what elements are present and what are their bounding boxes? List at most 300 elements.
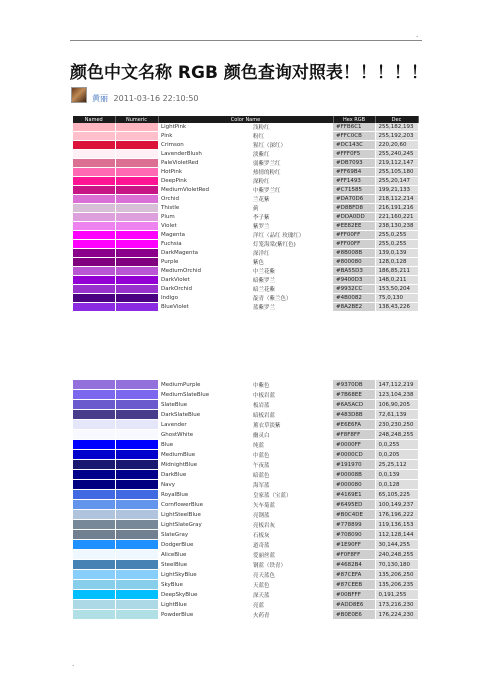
color-swatch-named	[73, 303, 115, 312]
color-hex-value: #FFB6C1	[333, 123, 375, 132]
color-english-name: MediumBlue	[158, 450, 253, 460]
color-swatch-numeric	[115, 123, 158, 132]
color-dec-value: 238,130,238	[375, 222, 418, 231]
color-swatch-numeric	[115, 420, 158, 430]
color-dec-value: 65,105,225	[375, 490, 418, 500]
color-english-name: MidnightBlue	[158, 460, 253, 470]
color-hex-value: #4682B4	[333, 560, 375, 570]
color-swatch-numeric	[115, 141, 158, 150]
color-dec-value: 0,191,255	[375, 590, 418, 600]
color-english-name: Thistle	[158, 204, 253, 213]
table-row	[73, 500, 418, 510]
color-chinese-name: 深天蓝	[253, 590, 333, 600]
color-swatch-named	[73, 540, 115, 550]
color-chinese-name: 暗蓝色	[253, 470, 333, 480]
color-hex-value: #DDA0DD	[333, 213, 375, 222]
color-swatch-named	[73, 410, 115, 420]
table-row	[73, 249, 418, 258]
color-english-name: Violet	[158, 222, 253, 231]
color-english-name: Fuchsia	[158, 240, 253, 249]
color-chinese-name: 海军蓝	[253, 480, 333, 490]
color-swatch-named	[73, 222, 115, 231]
color-swatch-named	[73, 195, 115, 204]
color-dec-value: 216,191,216	[375, 204, 418, 213]
table-row	[73, 267, 418, 276]
color-hex-value: #7B68EE	[333, 390, 375, 400]
color-chinese-name: 暗板岩蓝	[253, 410, 333, 420]
color-swatch-named	[73, 470, 115, 480]
color-hex-value: #9370DB	[333, 380, 375, 390]
color-chinese-name: 中紫色	[253, 380, 333, 390]
color-swatch-numeric	[115, 303, 158, 312]
color-hex-value: #708090	[333, 530, 375, 540]
color-swatch-named	[73, 276, 115, 285]
color-chinese-name: 皇家蓝（宝蓝）	[253, 490, 333, 500]
author-line	[92, 93, 199, 104]
color-english-name: DarkViolet	[158, 276, 253, 285]
color-dec-value: 106,90,205	[375, 400, 418, 410]
color-english-name: Plum	[158, 213, 253, 222]
color-chinese-name: 浅粉红	[253, 123, 333, 132]
color-swatch-numeric	[115, 450, 158, 460]
color-swatch-named	[73, 258, 115, 267]
table-row	[73, 380, 418, 390]
color-swatch-numeric	[115, 590, 158, 600]
color-chinese-name: 亮板岩灰	[253, 520, 333, 530]
page-mark-bottom: .	[72, 660, 75, 668]
color-english-name: Purple	[158, 258, 253, 267]
table-row	[73, 570, 418, 580]
color-english-name: Magenta	[158, 231, 253, 240]
table-row	[73, 276, 418, 285]
color-hex-value: #FFF0F5	[333, 150, 375, 159]
color-hex-value: #87CEFA	[333, 570, 375, 580]
color-dec-value: 112,128,144	[375, 530, 418, 540]
color-swatch-named	[73, 390, 115, 400]
color-chinese-name: 中兰花紫	[253, 267, 333, 276]
color-dec-value: 255,0,255	[375, 231, 418, 240]
color-chinese-name: 中紫罗兰红	[253, 186, 333, 195]
color-english-name: DodgerBlue	[158, 540, 253, 550]
color-dec-value: 240,248,255	[375, 550, 418, 560]
color-swatch-named	[73, 285, 115, 294]
color-chinese-name: 午夜蓝	[253, 460, 333, 470]
color-swatch-named	[73, 600, 115, 610]
color-swatch-numeric	[115, 204, 158, 213]
color-dec-value: 147,112,219	[375, 380, 418, 390]
color-hex-value: #DB7093	[333, 159, 375, 168]
color-chinese-name: 洋红（品红 玫瑰红）	[253, 231, 333, 240]
color-swatch-named	[73, 240, 115, 249]
color-swatch-numeric	[115, 470, 158, 480]
author-avatar[interactable]	[71, 87, 87, 103]
color-hex-value: #D8BFD8	[333, 204, 375, 213]
color-swatch-named	[73, 460, 115, 470]
table-row	[73, 610, 418, 620]
table-row	[73, 231, 418, 240]
color-hex-value: #EE82EE	[333, 222, 375, 231]
color-dec-value: 255,20,147	[375, 177, 418, 186]
color-swatch-named	[73, 590, 115, 600]
color-swatch-numeric	[115, 267, 158, 276]
color-chinese-name: 亮钢蓝	[253, 510, 333, 520]
color-swatch-named	[73, 267, 115, 276]
color-swatch-named	[73, 610, 115, 620]
color-dec-value: 0,0,139	[375, 470, 418, 480]
table-row	[73, 420, 418, 430]
color-hex-value: #191970	[333, 460, 375, 470]
color-swatch-named	[73, 186, 115, 195]
table-row	[73, 590, 418, 600]
color-english-name: LightSkyBlue	[158, 570, 253, 580]
color-chinese-name: 猩红（深红）	[253, 141, 333, 150]
color-swatch-numeric	[115, 460, 158, 470]
color-english-name: CornflowerBlue	[158, 500, 253, 510]
color-chinese-name: 紫罗兰	[253, 222, 333, 231]
color-dec-value: 100,149,237	[375, 500, 418, 510]
color-hex-value: #ADD8E6	[333, 600, 375, 610]
color-english-name: SlateBlue	[158, 400, 253, 410]
color-swatch-named	[73, 440, 115, 450]
color-dec-value: 0,0,128	[375, 480, 418, 490]
color-dec-value: 248,248,255	[375, 430, 418, 440]
color-english-name: MediumVioletRed	[158, 186, 253, 195]
color-swatch-numeric	[115, 213, 158, 222]
table-row	[73, 186, 418, 195]
color-swatch-named	[73, 150, 115, 159]
color-english-name: GhostWhite	[158, 430, 253, 440]
color-english-name: Orchid	[158, 195, 253, 204]
color-hex-value: #4B0082	[333, 294, 375, 303]
table-row	[73, 600, 418, 610]
color-chinese-name: 深粉红	[253, 177, 333, 186]
color-english-name: MediumOrchid	[158, 267, 253, 276]
color-english-name: AliceBlue	[158, 550, 253, 560]
color-hex-value: #8B008B	[333, 249, 375, 258]
color-dec-value: 25,25,112	[375, 460, 418, 470]
color-swatch-named	[73, 294, 115, 303]
color-swatch-named	[73, 249, 115, 258]
color-swatch-numeric	[115, 222, 158, 231]
color-dec-value: 30,144,255	[375, 540, 418, 550]
color-english-name: LightSteelBlue	[158, 510, 253, 520]
table-row	[73, 470, 418, 480]
color-swatch-numeric	[115, 132, 158, 141]
color-swatch-named	[73, 580, 115, 590]
table-row	[73, 195, 418, 204]
color-swatch-numeric	[115, 168, 158, 177]
color-english-name: SlateGray	[158, 530, 253, 540]
color-chinese-name: 爱丽丝蓝	[253, 550, 333, 560]
color-english-name: SkyBlue	[158, 580, 253, 590]
color-dec-value: 221,160,221	[375, 213, 418, 222]
color-hex-value: #B0E0E6	[333, 610, 375, 620]
color-english-name: MediumSlateBlue	[158, 390, 253, 400]
header-hex-rgb: Hex RGB	[333, 116, 375, 123]
color-english-name: DarkBlue	[158, 470, 253, 480]
color-chinese-name: 蓝紫罗兰	[253, 303, 333, 312]
color-hex-value: #FF00FF	[333, 240, 375, 249]
color-chinese-name: 板岩蓝	[253, 400, 333, 410]
color-hex-value: #FFC0CB	[333, 132, 375, 141]
color-dec-value: 255,192,203	[375, 132, 418, 141]
color-swatch-numeric	[115, 520, 158, 530]
color-chinese-name: 暗兰花紫	[253, 285, 333, 294]
table-row	[73, 540, 418, 550]
color-dec-value: 153,50,204	[375, 285, 418, 294]
post-date: 2011-03-16 22:10:50	[113, 94, 199, 103]
color-swatch-named	[73, 430, 115, 440]
color-hex-value: #778899	[333, 520, 375, 530]
color-swatch-numeric	[115, 430, 158, 440]
table-row	[73, 530, 418, 540]
color-hex-value: #0000FF	[333, 440, 375, 450]
color-chinese-name: 矢车菊蓝	[253, 500, 333, 510]
color-hex-value: #8A2BE2	[333, 303, 375, 312]
table-row	[73, 294, 418, 303]
color-chinese-name: 亮蓝	[253, 600, 333, 610]
color-swatch-named	[73, 141, 115, 150]
color-hex-value: #483D8B	[333, 410, 375, 420]
author-name[interactable]: 黄丽	[92, 94, 108, 103]
color-dec-value: 255,240,245	[375, 150, 418, 159]
color-hex-value: #0000CD	[333, 450, 375, 460]
color-dec-value: 70,130,180	[375, 560, 418, 570]
table-row	[73, 123, 418, 132]
color-hex-value: #00008B	[333, 470, 375, 480]
color-swatch-named	[73, 570, 115, 580]
color-english-name: Blue	[158, 440, 253, 450]
color-swatch-named	[73, 380, 115, 390]
color-english-name: LavenderBlush	[158, 150, 253, 159]
color-chinese-name: 灯笼海棠(紫红色)	[253, 240, 333, 249]
color-chinese-name: 幽灵白	[253, 430, 333, 440]
color-dec-value: 255,182,193	[375, 123, 418, 132]
color-chinese-name: 亮天蓝色	[253, 570, 333, 580]
color-english-name: SteelBlue	[158, 560, 253, 570]
color-swatch-numeric	[115, 560, 158, 570]
table-row	[73, 177, 418, 186]
color-swatch-numeric	[115, 177, 158, 186]
color-swatch-named	[73, 123, 115, 132]
color-english-name: PaleVioletRed	[158, 159, 253, 168]
color-english-name: Lavender	[158, 420, 253, 430]
color-dec-value: 123,104,238	[375, 390, 418, 400]
color-chinese-name: 暗紫罗兰	[253, 276, 333, 285]
color-swatch-numeric	[115, 550, 158, 560]
color-chinese-name: 紫色	[253, 258, 333, 267]
color-swatch-numeric	[115, 570, 158, 580]
color-hex-value: #FF69B4	[333, 168, 375, 177]
color-swatch-named	[73, 510, 115, 520]
color-dec-value: 148,0,211	[375, 276, 418, 285]
color-swatch-numeric	[115, 600, 158, 610]
header-named: Named	[73, 116, 115, 123]
table-row	[73, 460, 418, 470]
color-dec-value: 176,224,230	[375, 610, 418, 620]
color-dec-value: 119,136,153	[375, 520, 418, 530]
color-swatch-numeric	[115, 480, 158, 490]
color-table-1	[73, 116, 419, 312]
table-row	[73, 141, 418, 150]
color-swatch-named	[73, 132, 115, 141]
color-chinese-name: 粉红	[253, 132, 333, 141]
color-chinese-name: 天蓝色	[253, 580, 333, 590]
page-title: 颜色中文名称 RGB 颜色查询对照表！！！！！	[70, 63, 428, 83]
color-english-name: RoyalBlue	[158, 490, 253, 500]
color-dec-value: 219,112,147	[375, 159, 418, 168]
color-swatch-named	[73, 520, 115, 530]
table-row	[73, 132, 418, 141]
color-chinese-name: 弱紫罗兰红	[253, 159, 333, 168]
color-swatch-named	[73, 560, 115, 570]
color-hex-value: #9932CC	[333, 285, 375, 294]
color-swatch-numeric	[115, 380, 158, 390]
color-dec-value: 186,85,211	[375, 267, 418, 276]
color-dec-value: 72,61,139	[375, 410, 418, 420]
color-dec-value: 230,230,250	[375, 420, 418, 430]
color-chinese-name: 李子紫	[253, 213, 333, 222]
table-row	[73, 550, 418, 560]
table-row	[73, 150, 418, 159]
page-mark-top: .	[416, 31, 419, 39]
color-english-name: Pink	[158, 132, 253, 141]
color-swatch-numeric	[115, 276, 158, 285]
color-hex-value: #9400D3	[333, 276, 375, 285]
color-english-name: HotPink	[158, 168, 253, 177]
color-hex-value: #FF00FF	[333, 231, 375, 240]
color-english-name: Crimson	[158, 141, 253, 150]
color-english-name: MediumPurple	[158, 380, 253, 390]
header-dec: Dec	[375, 116, 418, 123]
table-row	[73, 285, 418, 294]
color-chinese-name: 薰衣草淡紫	[253, 420, 333, 430]
table-row	[73, 303, 418, 312]
table-row	[73, 410, 418, 420]
color-hex-value: #F0F8FF	[333, 550, 375, 560]
color-table-2	[73, 380, 418, 620]
color-swatch-named	[73, 400, 115, 410]
color-chinese-name: 石板灰	[253, 530, 333, 540]
color-english-name: BlueViolet	[158, 303, 253, 312]
color-dec-value: 199,21,133	[375, 186, 418, 195]
color-hex-value: #87CEEB	[333, 580, 375, 590]
color-english-name: DarkOrchid	[158, 285, 253, 294]
color-swatch-named	[73, 177, 115, 186]
color-chinese-name: 兰花紫	[253, 195, 333, 204]
color-swatch-numeric	[115, 440, 158, 450]
color-hex-value: #6A5ACD	[333, 400, 375, 410]
color-chinese-name: 中板岩蓝	[253, 390, 333, 400]
color-english-name: DeepSkyBlue	[158, 590, 253, 600]
color-swatch-numeric	[115, 580, 158, 590]
table-row	[73, 450, 418, 460]
color-chinese-name: 淡紫红	[253, 150, 333, 159]
color-hex-value: #FF1493	[333, 177, 375, 186]
color-swatch-named	[73, 550, 115, 560]
color-swatch-numeric	[115, 186, 158, 195]
table-row	[73, 168, 418, 177]
color-hex-value: #DC143C	[333, 141, 375, 150]
color-chinese-name: 热情的粉红	[253, 168, 333, 177]
color-swatch-named	[73, 480, 115, 490]
color-dec-value: 220,20,60	[375, 141, 418, 150]
table-row	[73, 400, 418, 410]
header-color-name: Color Name	[158, 116, 333, 123]
color-dec-value: 0,0,205	[375, 450, 418, 460]
color-hex-value: #4169E1	[333, 490, 375, 500]
table-row	[73, 440, 418, 450]
color-swatch-named	[73, 204, 115, 213]
color-dec-value: 255,0,255	[375, 240, 418, 249]
color-dec-value: 75,0,130	[375, 294, 418, 303]
color-swatch-numeric	[115, 159, 158, 168]
color-swatch-numeric	[115, 530, 158, 540]
color-english-name: LightBlue	[158, 600, 253, 610]
table-row	[73, 510, 418, 520]
header-numeric: Numeric	[115, 116, 158, 123]
color-dec-value: 135,206,250	[375, 570, 418, 580]
color-hex-value: #DA70D6	[333, 195, 375, 204]
color-swatch-named	[73, 420, 115, 430]
table-row	[73, 159, 418, 168]
color-swatch-named	[73, 500, 115, 510]
color-swatch-numeric	[115, 500, 158, 510]
color-swatch-numeric	[115, 400, 158, 410]
table-header-row	[73, 116, 418, 123]
table-row	[73, 520, 418, 530]
color-chinese-name: 蓟	[253, 204, 333, 213]
table-row	[73, 213, 418, 222]
color-swatch-numeric	[115, 249, 158, 258]
table-row	[73, 258, 418, 267]
color-swatch-named	[73, 450, 115, 460]
color-hex-value: #E6E6FA	[333, 420, 375, 430]
color-english-name: Navy	[158, 480, 253, 490]
color-dec-value: 128,0,128	[375, 258, 418, 267]
color-dec-value: 138,43,226	[375, 303, 418, 312]
color-swatch-numeric	[115, 540, 158, 550]
color-hex-value: #800080	[333, 258, 375, 267]
color-chinese-name: 中蓝色	[253, 450, 333, 460]
color-swatch-numeric	[115, 490, 158, 500]
color-swatch-numeric	[115, 294, 158, 303]
color-hex-value: #1E90FF	[333, 540, 375, 550]
color-swatch-numeric	[115, 285, 158, 294]
table-row	[73, 480, 418, 490]
table-row	[73, 490, 418, 500]
color-dec-value: 135,206,235	[375, 580, 418, 590]
color-swatch-numeric	[115, 390, 158, 400]
header-divider	[70, 40, 422, 41]
color-hex-value: #000080	[333, 480, 375, 490]
color-swatch-named	[73, 530, 115, 540]
color-swatch-numeric	[115, 610, 158, 620]
color-dec-value: 255,105,180	[375, 168, 418, 177]
color-swatch-numeric	[115, 150, 158, 159]
color-chinese-name: 道奇蓝	[253, 540, 333, 550]
color-swatch-named	[73, 168, 115, 177]
color-dec-value: 139,0,139	[375, 249, 418, 258]
table-row	[73, 560, 418, 570]
color-chinese-name: 深洋红	[253, 249, 333, 258]
color-swatch-named	[73, 159, 115, 168]
color-english-name: DeepPink	[158, 177, 253, 186]
color-swatch-numeric	[115, 510, 158, 520]
color-chinese-name: 钢蓝（铁青）	[253, 560, 333, 570]
color-chinese-name: 火药青	[253, 610, 333, 620]
color-swatch-numeric	[115, 410, 158, 420]
